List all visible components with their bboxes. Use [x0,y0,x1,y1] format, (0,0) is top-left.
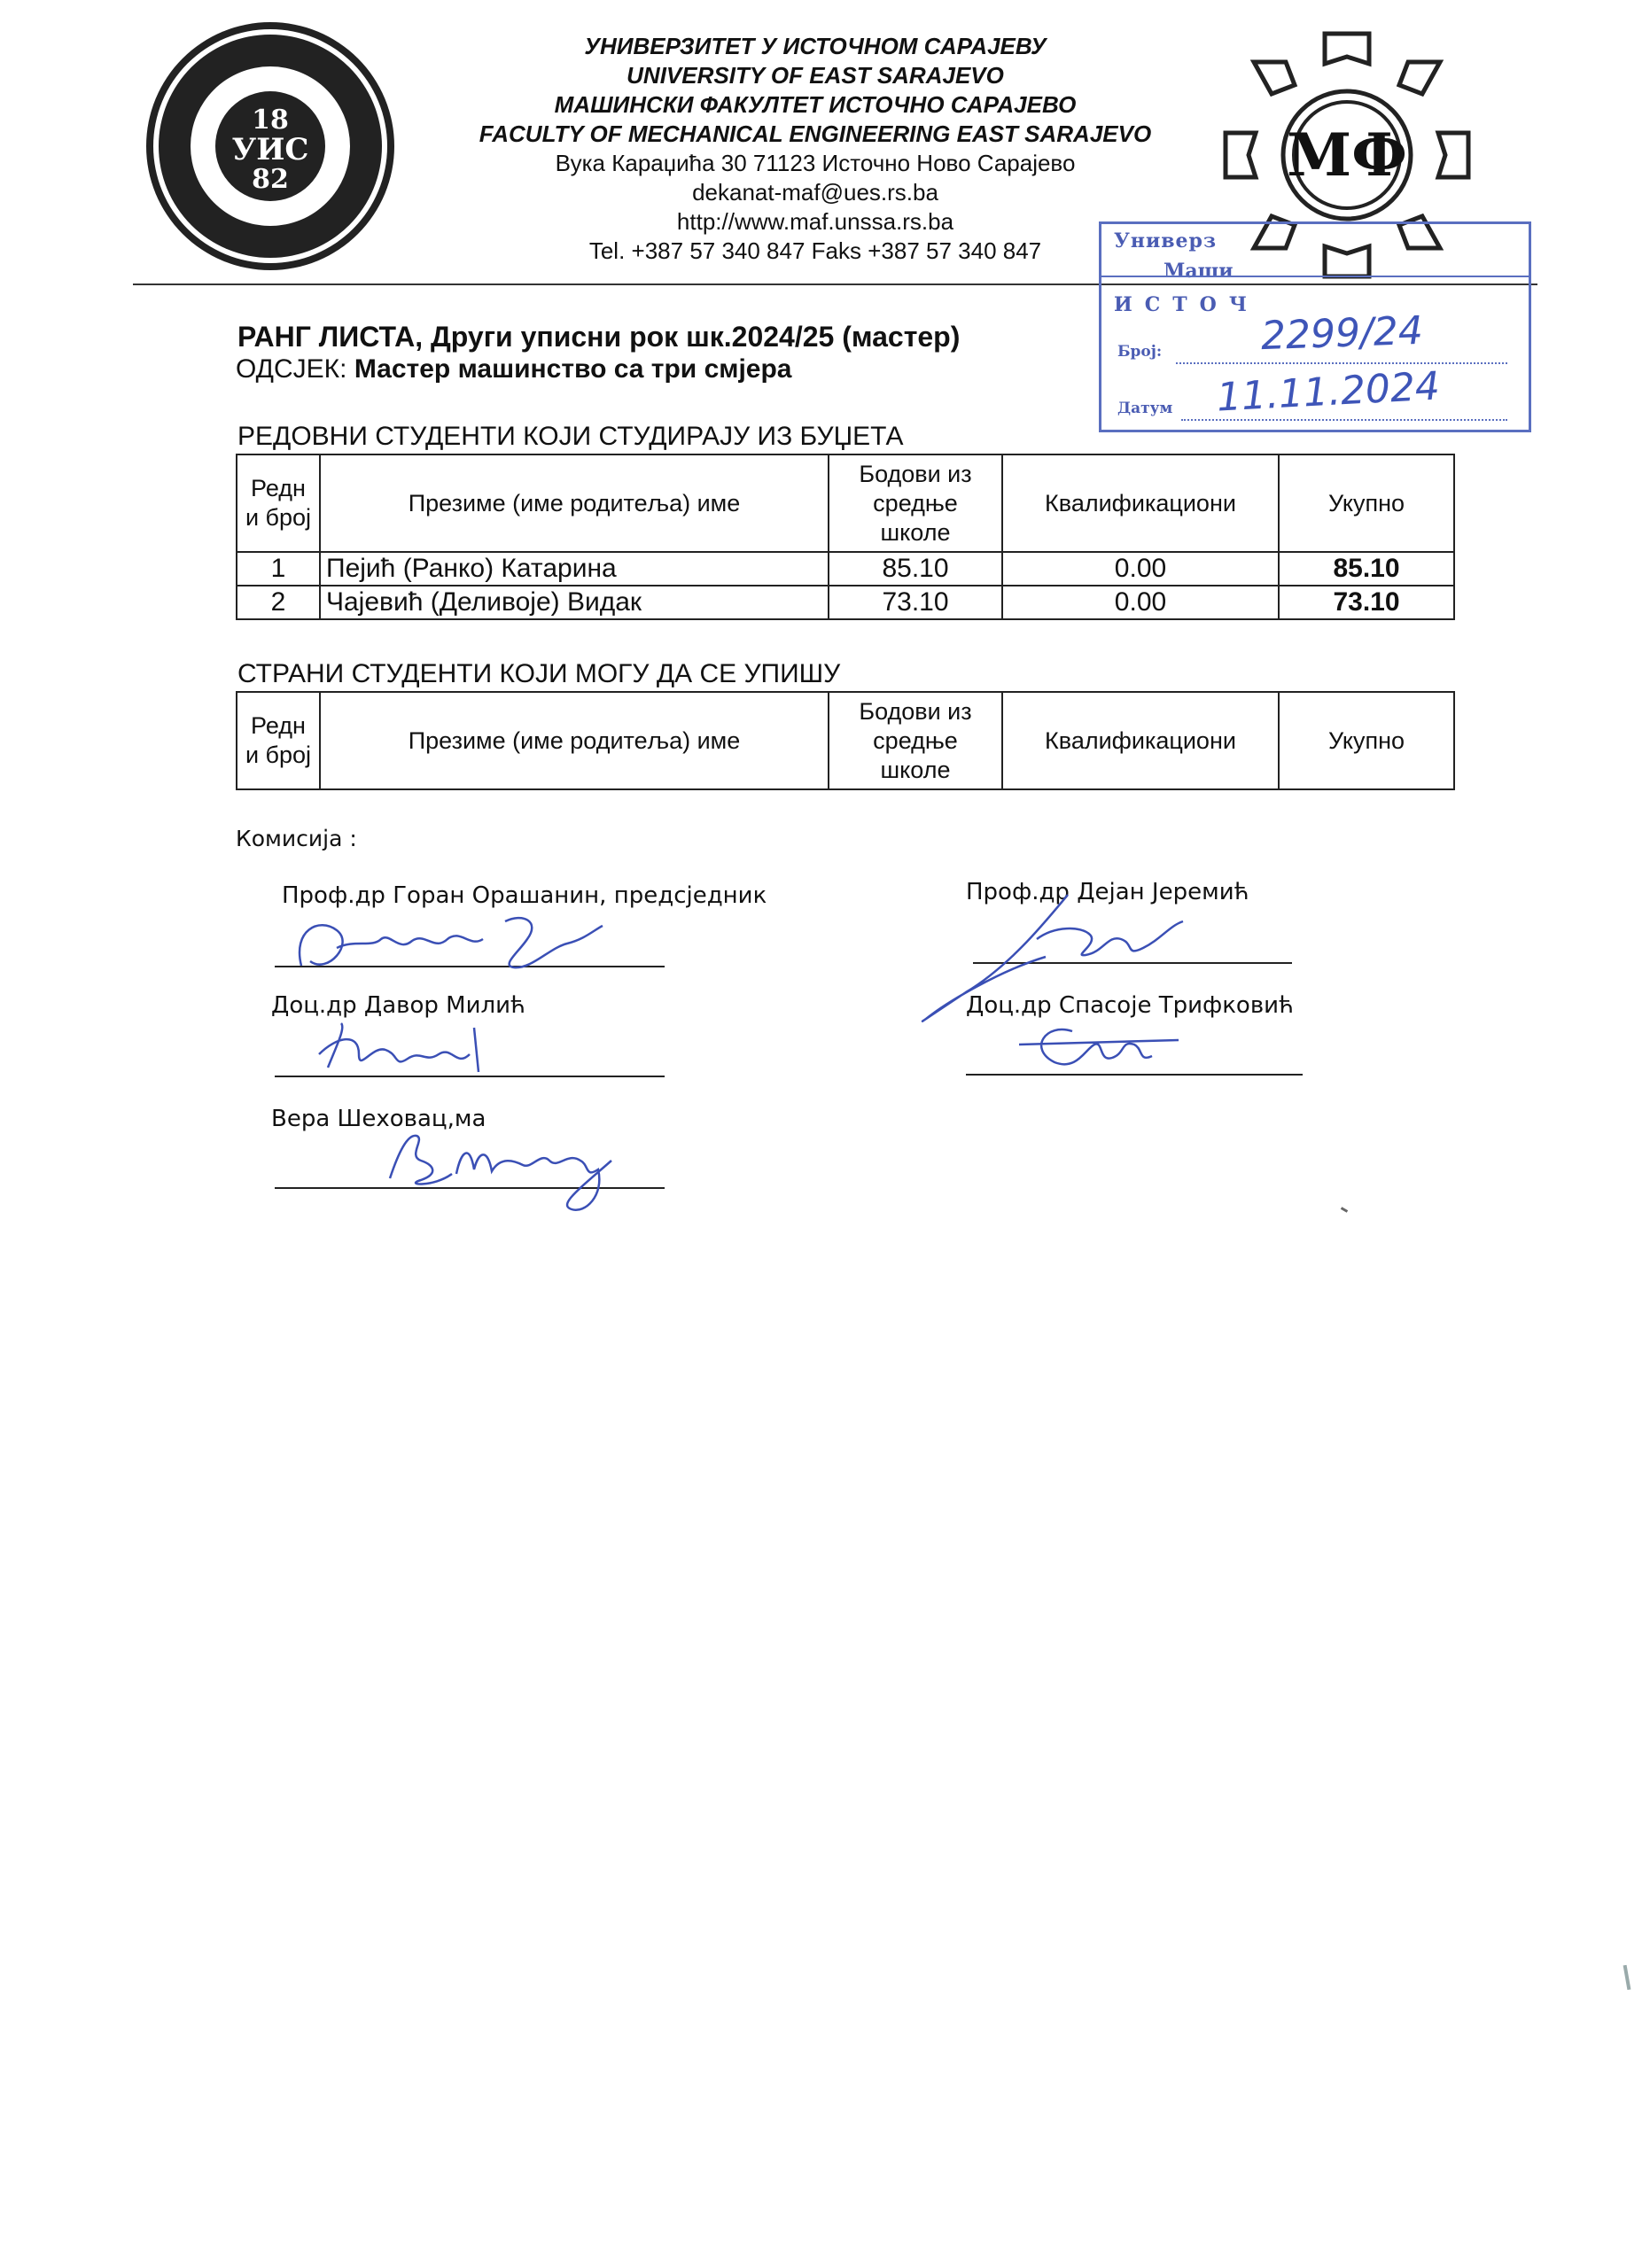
col-header-qualification: Квалификациони [1002,692,1279,789]
stamp-date-value: 11.11.2024 [1215,363,1442,421]
row-school-points: 85.10 [829,552,1002,586]
stamp-line-3: ИСТОЧ [1114,293,1259,316]
department-label: ОДСЈЕК: [236,354,347,384]
commission-member-chair: Проф.др Горан Орашанин, предсједник [282,882,767,909]
commission-label: Комисија : [236,826,357,851]
stamp-line-1: Универз [1114,229,1217,252]
stamp-number-value: 2299/24 [1260,307,1424,360]
col-header-school-points: Бодови из средње школе [829,692,1002,789]
col-header-number: Редн и број [237,454,320,552]
row-total: 85.10 [1279,552,1454,586]
row-name: Пејић (Ранко) Катарина [320,552,829,586]
university-seal-icon [142,18,399,275]
ranking-table-foreign [236,691,1455,790]
col-header-total: Укупно [1279,454,1454,552]
table-header-row [237,692,1454,789]
col-header-total: Укупно [1279,692,1454,789]
row-qualification: 0.00 [1002,586,1279,619]
letterhead-line-3: МАШИНСКИ ФАКУЛТЕТ ИСТОЧНО САРАЈЕВО [554,91,1077,118]
scan-mark [1623,1965,1631,1990]
university-seal-logo [142,18,399,275]
table-row [237,552,1454,586]
commission-member-4: Доц.др Спасоје Трифковић [966,992,1294,1019]
row-number: 2 [237,586,320,619]
stamp-line-2: Маши [1164,260,1234,283]
seal-center-bottom: 82 [252,164,289,195]
commission-member-2: Проф.др Дејан Јеремић [966,879,1249,905]
scan-mark [1341,1207,1348,1213]
signature-member-5-icon [372,1125,629,1223]
stamp-divider [1101,276,1529,277]
section-heading-regular: РЕДОВНИ СТУДЕНТИ КОЈИ СТУДИРАЈУ ИЗ БУЏЕТА [237,422,904,451]
row-total: 73.10 [1279,586,1454,619]
col-header-name: Презиме (име родитеља) име [320,692,829,789]
col-header-name: Презиме (име родитеља) име [320,454,829,552]
table-header-row [237,454,1454,552]
section-heading-foreign: СТРАНИ СТУДЕНТИ КОЈИ МОГУ ДА СЕ УПИШУ [237,659,841,688]
registry-stamp [1099,221,1531,432]
row-qualification: 0.00 [1002,552,1279,586]
stamp-number-label: Број: [1117,343,1163,361]
department-value: Мастер машинство са три смјера [354,354,792,384]
col-header-qualification: Квалификациони [1002,454,1279,552]
letterhead-phone: Tel. +387 57 340 847 Faks +387 57 340 847 [588,237,1042,264]
col-header-number: Редн и број [237,692,320,789]
emblem-center-text: МФ [1287,120,1407,190]
row-name: Чајевић (Деливоје) Видак [320,586,829,619]
row-number: 1 [237,552,320,586]
signature-member-4-icon [1010,1014,1187,1076]
letterhead-line-4: FACULTY OF MECHANICAL ENGINEERING EAST SARAJEVO [479,120,1152,147]
stamp-number-line [1176,362,1507,364]
commission-member-5: Вера Шеховац,ма [271,1106,486,1132]
signature-chair-icon [284,913,620,983]
page-title: РАНГ ЛИСТА, Други уписни рок шк.2024/25 (мастер) [237,321,961,353]
seal-center-top: 18 [252,105,289,136]
ranking-table-regular [236,454,1455,620]
letterhead-line-2: UNIVERSITY OF EAST SARAJEVO [627,62,1004,89]
letterhead-line-1: УНИВЕРЗИТЕТ У ИСТОЧНОМ САРАЈЕВУ [584,33,1047,59]
seal-center-mid: УИС [231,132,309,167]
col-header-school-points: Бодови из средње школе [829,454,1002,552]
letterhead-address: Вука Караџића 30 71123 Источно Ново Сарајево [555,150,1076,176]
table-row [237,586,1454,619]
commission-member-3: Доц.др Давор Милић [271,992,525,1019]
row-school-points: 73.10 [829,586,1002,619]
stamp-date-label: Датум [1117,400,1173,417]
letterhead-website: http://www.maf.unssa.rs.ba [676,208,954,235]
letterhead [416,32,1214,266]
department-line [236,354,792,384]
signature-member-3-icon [310,1019,505,1081]
letterhead-email: dekanat-maf@ues.rs.ba [692,179,938,206]
